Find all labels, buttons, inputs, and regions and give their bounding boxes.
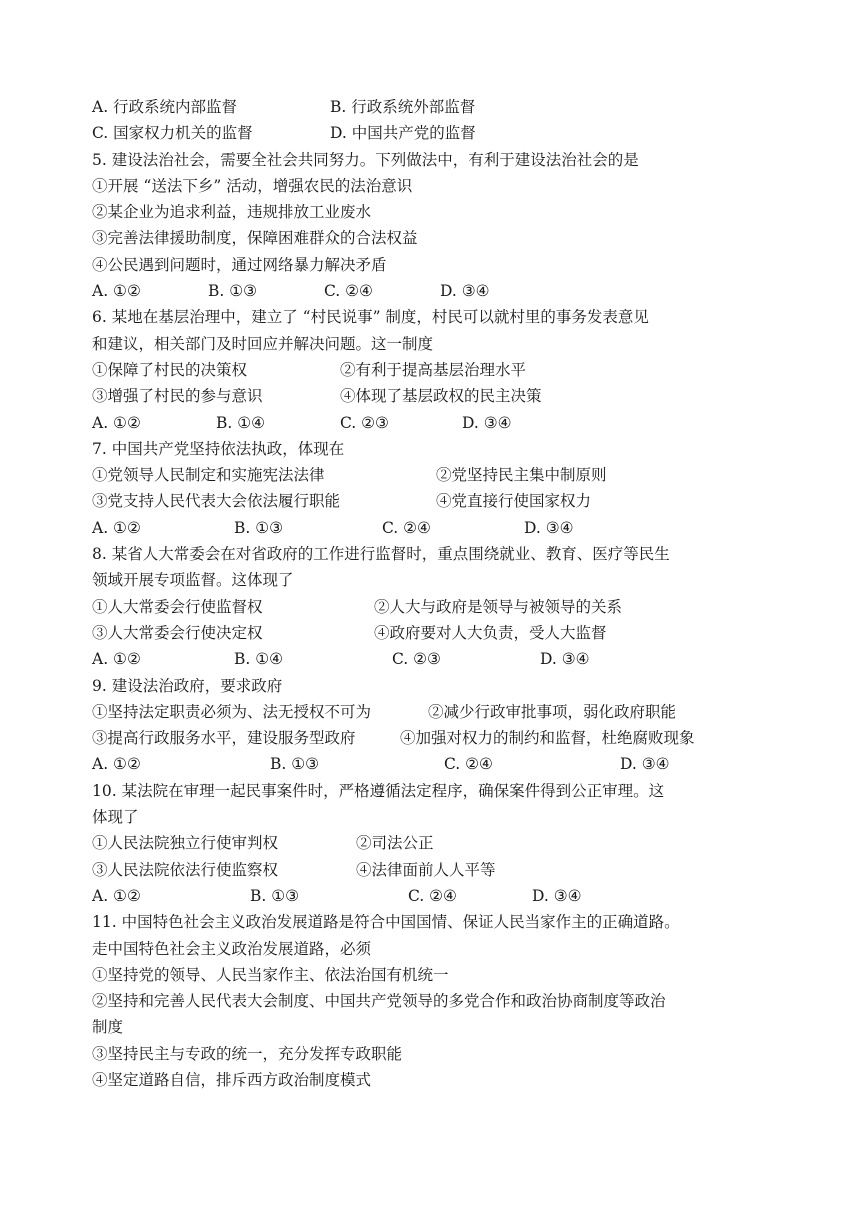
q4-option-b[interactable]: B. 行政系统外部监督 bbox=[330, 98, 476, 116]
q8-statement-3: ③人大常委会行使决定权 bbox=[92, 623, 263, 642]
q6-statement-3: ③增强了村民的参与意识 bbox=[92, 387, 263, 406]
q7-option-c[interactable]: C. ②④ bbox=[382, 518, 431, 537]
q6-statements-row2 bbox=[92, 383, 772, 409]
q10-option-c[interactable]: C. ②④ bbox=[408, 886, 457, 905]
q4-options-row1 bbox=[92, 94, 772, 120]
q5-statement-2: ②某企业为追求利益，违规排放工业废水 bbox=[92, 203, 372, 222]
q5-option-a[interactable]: A. ①② bbox=[92, 282, 141, 301]
q6-statement-4: ④体现了基层政权的民主决策 bbox=[340, 387, 542, 406]
q6-option-d[interactable]: D. ③④ bbox=[462, 413, 512, 432]
q5-statement-4: ④公民遇到问题时，通过网络暴力解决矛盾 bbox=[92, 255, 387, 274]
q6-stem-line2: 和建议，相关部门及时回应并解决问题。这一制度 bbox=[92, 334, 434, 353]
q8-statement-2: ②人大与政府是领导与被领导的关系 bbox=[374, 597, 623, 616]
q7-statement-3: ③党支持人民代表大会依法履行职能 bbox=[92, 492, 341, 511]
q7-statements-row2 bbox=[92, 488, 772, 514]
q5-statement-1: ①开展 “送法下乡” 活动，增强农民的法治意识 bbox=[92, 176, 413, 195]
q11-statement-2-line2: 制度 bbox=[92, 1018, 124, 1037]
q8-statements-row2 bbox=[92, 620, 772, 646]
q10-option-a[interactable]: A. ①② bbox=[92, 886, 141, 905]
q9-option-d[interactable]: D. ③④ bbox=[620, 755, 670, 774]
q8-statements-row1 bbox=[92, 594, 772, 620]
q9-statements-row2 bbox=[92, 725, 772, 751]
q10-stem-line2: 体现了 bbox=[92, 808, 139, 827]
q11-statement-2-line1: ②坚持和完善人民代表大会制度、中国共产党领导的多党合作和政治协商制度等政治 bbox=[92, 992, 666, 1011]
q7-option-d[interactable]: D. ③④ bbox=[524, 518, 574, 537]
q9-statement-3: ③提高行政服务水平，建设服务型政府 bbox=[92, 729, 356, 748]
q6-statement-2: ②有利于提高基层治理水平 bbox=[340, 360, 527, 379]
q9-statement-4: ④加强对权力的制约和监督，杜绝腐败现象 bbox=[400, 729, 695, 748]
q9-option-a[interactable]: A. ①② bbox=[92, 755, 141, 774]
q7-options bbox=[92, 515, 772, 541]
q10-statements-row2 bbox=[92, 857, 772, 883]
q8-option-d[interactable]: D. ③④ bbox=[540, 650, 590, 669]
q9-statement-1: ①坚持法定职责必须为、法无授权不可为 bbox=[92, 702, 372, 721]
q10-statement-4: ④法律面前人人平等 bbox=[356, 860, 496, 879]
q5-options bbox=[92, 278, 772, 304]
q11-statement-3: ③坚持民主与专政的统一，充分发挥专政职能 bbox=[92, 1044, 403, 1063]
q9-options bbox=[92, 751, 772, 777]
q7-statement-4: ④党直接行使国家权力 bbox=[436, 492, 592, 511]
q11-stem-line2: 走中国特色社会主义政治发展道路，必须 bbox=[92, 939, 372, 958]
q7-statements-row1 bbox=[92, 462, 772, 488]
q9-statement-2: ②减少行政审批事项，弱化政府职能 bbox=[428, 702, 677, 721]
q10-option-d[interactable]: D. ③④ bbox=[532, 886, 582, 905]
q9-option-b[interactable]: B. ①③ bbox=[270, 755, 320, 774]
q6-option-b[interactable]: B. ①④ bbox=[216, 413, 266, 432]
q7-stem: 7. 中国共产党坚持依法执政，体现在 bbox=[92, 439, 345, 458]
q10-options bbox=[92, 883, 772, 909]
q5-option-c[interactable]: C. ②④ bbox=[324, 282, 373, 301]
q10-statement-2: ②司法公正 bbox=[356, 834, 434, 853]
q10-stem-line1: 10. 某法院在审理一起民事案件时，严格遵循法定程序，确保案件得到公正审理。这 bbox=[92, 781, 665, 800]
q11-stem-line1: 11. 中国特色社会主义政治发展道路是符合中国国情、保证人民当家作主的正确道路。 bbox=[92, 913, 680, 932]
q9-statements-row1 bbox=[92, 699, 772, 725]
q6-options bbox=[92, 410, 772, 436]
q4-options-row2 bbox=[92, 120, 772, 146]
q8-statement-1: ①人大常委会行使监督权 bbox=[92, 597, 263, 616]
q5-stem: 5. 建设法治社会，需要全社会共同努力。下列做法中，有利于建设法治社会的是 bbox=[92, 150, 639, 169]
q8-option-b[interactable]: B. ①④ bbox=[234, 650, 284, 669]
q8-options bbox=[92, 646, 772, 672]
q10-option-b[interactable]: B. ①③ bbox=[250, 886, 300, 905]
q10-statement-3: ③人民法院依法行使监察权 bbox=[92, 860, 279, 879]
q6-statement-1: ①保障了村民的决策权 bbox=[92, 360, 248, 379]
q9-stem: 9. 建设法治政府，要求政府 bbox=[92, 676, 283, 695]
q4-option-c[interactable]: C. 国家权力机关的监督 bbox=[92, 124, 253, 143]
exam-page bbox=[92, 94, 772, 1093]
q6-statements-row1 bbox=[92, 357, 772, 383]
q8-statement-4: ④政府要对人大负责，受人大监督 bbox=[374, 623, 607, 642]
q5-option-b[interactable]: B. ①③ bbox=[208, 282, 258, 301]
q8-stem-line2: 领域开展专项监督。这体现了 bbox=[92, 571, 294, 590]
q6-stem-line1: 6. 某地在基层治理中，建立了 “村民说事” 制度，村民可以就村里的事务发表意见 bbox=[92, 308, 649, 327]
q8-option-c[interactable]: C. ②③ bbox=[392, 650, 441, 669]
q7-statement-1: ①党领导人民制定和实施宪法法律 bbox=[92, 466, 325, 485]
q11-statement-1: ①坚持党的领导、人民当家作主、依法治国有机统一 bbox=[92, 965, 449, 984]
q10-statements-row1 bbox=[92, 830, 772, 856]
q7-option-b[interactable]: B. ①③ bbox=[234, 518, 284, 537]
q8-stem-line1: 8. 某省人大常委会在对省政府的工作进行监督时，重点围绕就业、教育、医疗等民生 bbox=[92, 545, 670, 564]
q4-option-d[interactable]: D. 中国共产党的监督 bbox=[330, 124, 476, 143]
q11-statement-4: ④坚定道路自信，排斥西方政治制度模式 bbox=[92, 1070, 372, 1089]
q4-option-a[interactable]: A. 行政系统内部监督 bbox=[92, 98, 238, 116]
q6-option-c[interactable]: C. ②③ bbox=[340, 413, 389, 432]
q9-option-c[interactable]: C. ②④ bbox=[444, 755, 493, 774]
q10-statement-1: ①人民法院独立行使审判权 bbox=[92, 834, 279, 853]
q5-statement-3: ③完善法律援助制度，保障困难群众的合法权益 bbox=[92, 229, 418, 248]
q7-statement-2: ②党坚持民主集中制原则 bbox=[436, 466, 607, 485]
q5-option-d[interactable]: D. ③④ bbox=[440, 282, 490, 301]
q6-option-a[interactable]: A. ①② bbox=[92, 413, 141, 432]
q8-option-a[interactable]: A. ①② bbox=[92, 650, 141, 669]
q7-option-a[interactable]: A. ①② bbox=[92, 518, 141, 537]
